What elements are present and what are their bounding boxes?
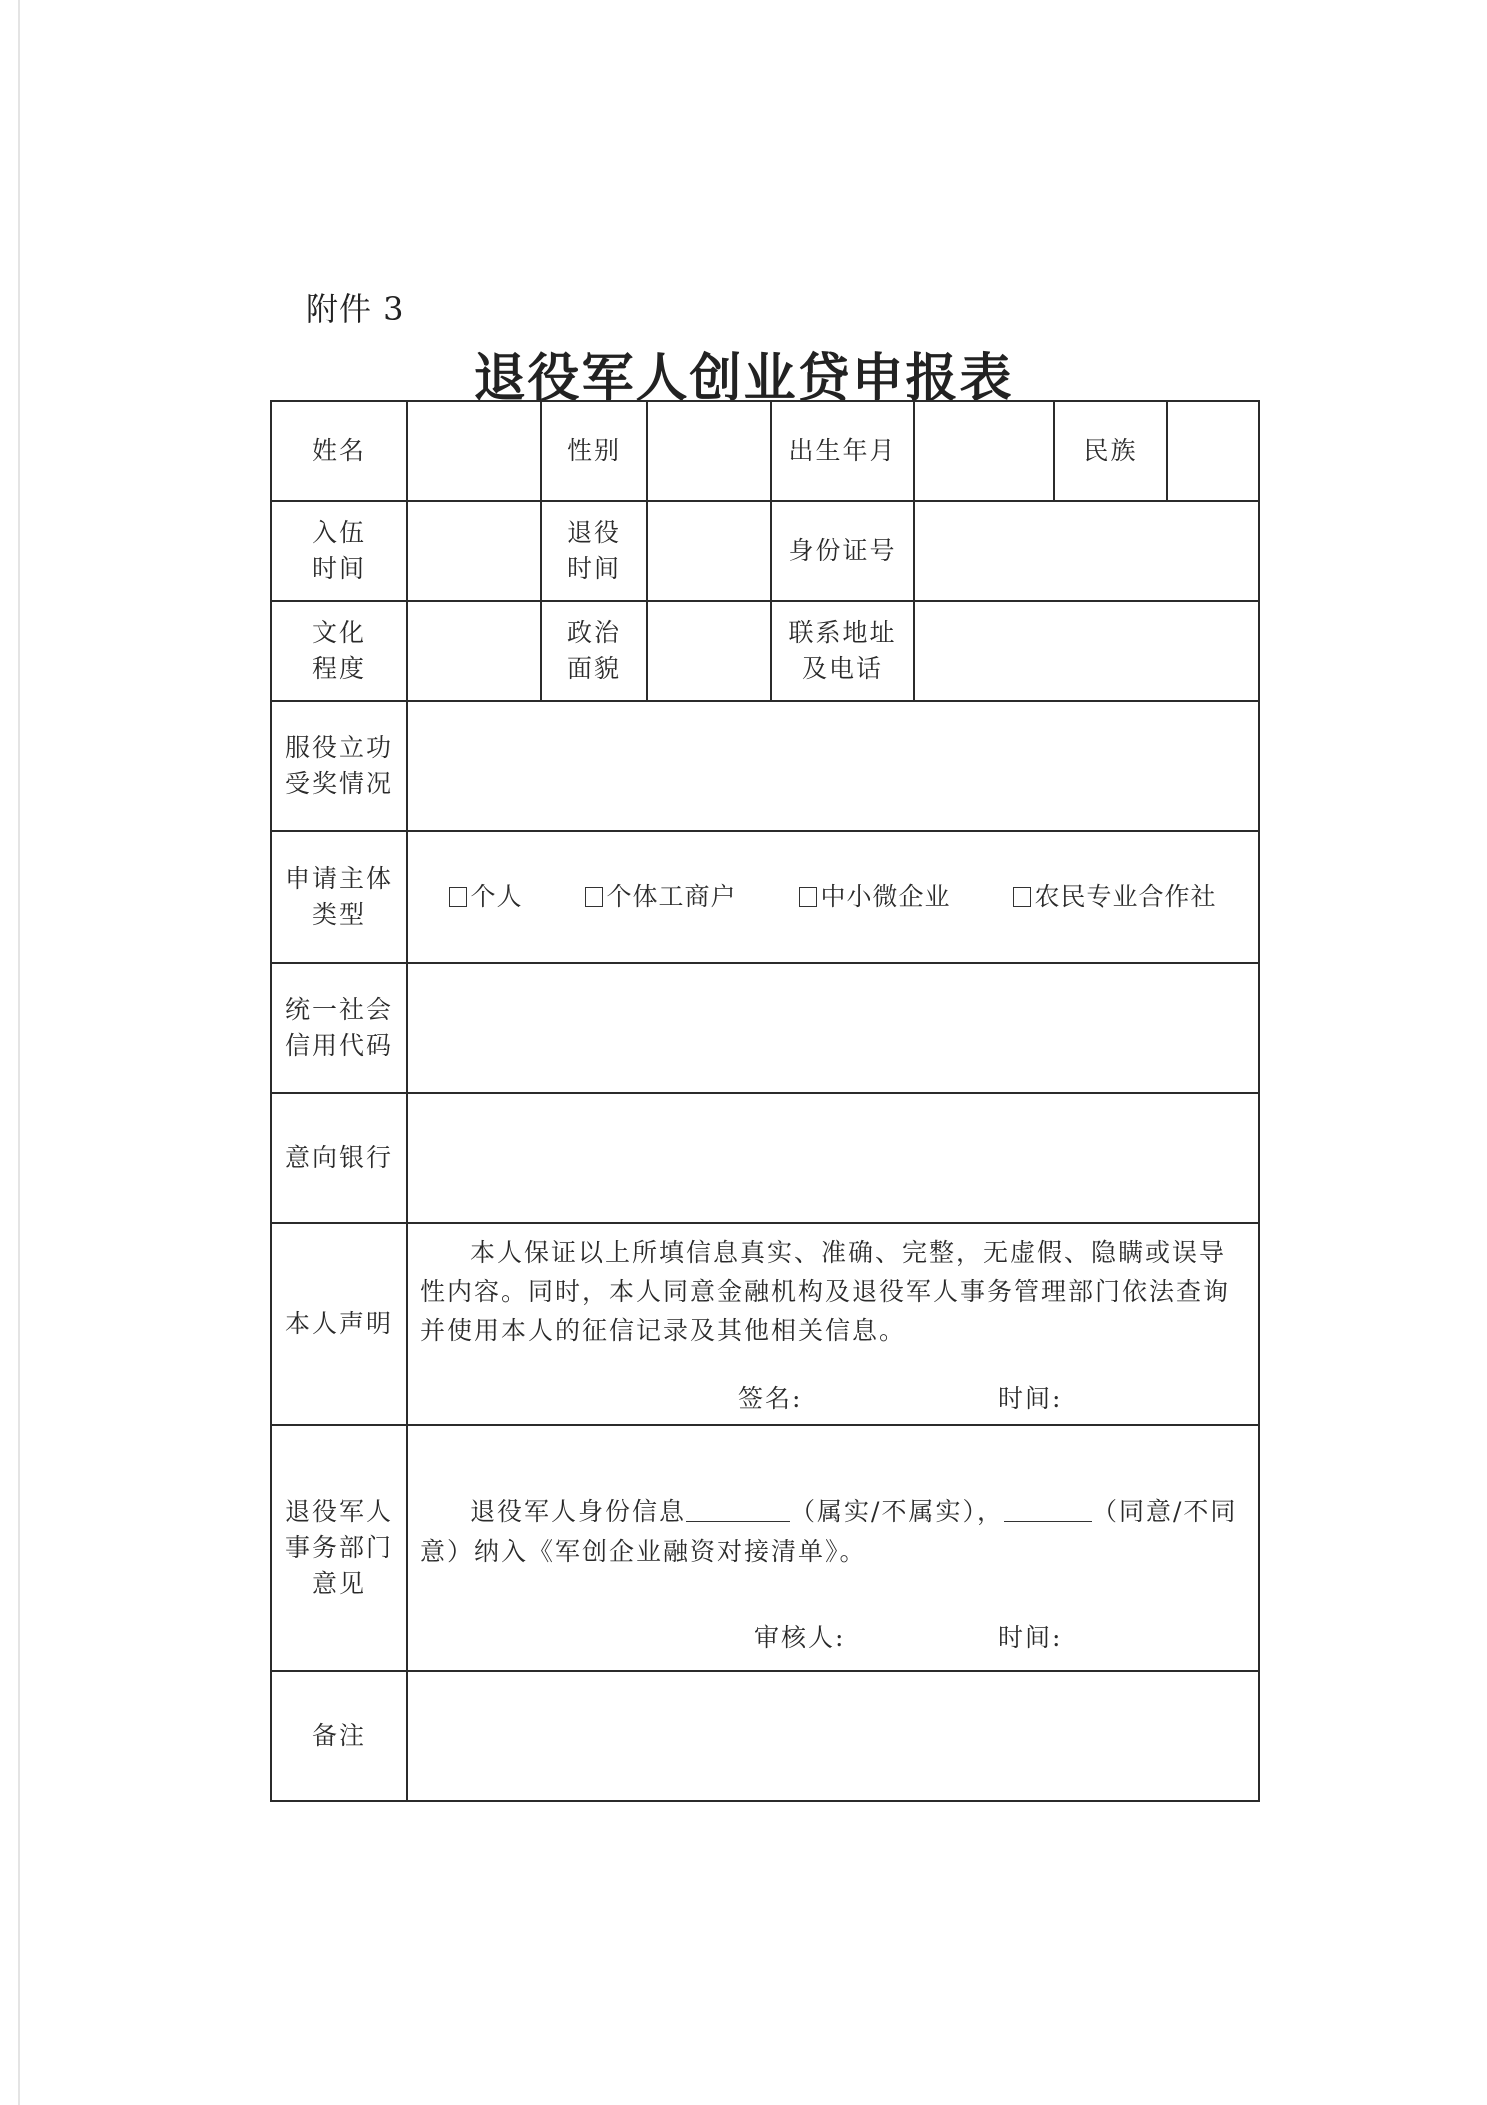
enlist-time-field[interactable]	[407, 501, 541, 601]
contact-field[interactable]	[914, 601, 1259, 701]
row-dept-opinion	[271, 1425, 1259, 1671]
declaration-time-label: 时间:	[998, 1384, 1063, 1413]
row-merit	[271, 701, 1259, 831]
checkbox[interactable]	[585, 887, 603, 907]
political-label: 政治 面貌	[541, 601, 647, 701]
row-basic-2	[271, 501, 1259, 601]
declaration-label: 本人声明	[271, 1223, 407, 1425]
id-number-field[interactable]	[914, 501, 1259, 601]
row-basic-3	[271, 601, 1259, 701]
option-individual-business[interactable]: 个体工商户	[585, 879, 736, 915]
identity-verification-blank[interactable]	[686, 1496, 790, 1522]
name-field[interactable]	[407, 401, 541, 501]
birth-field[interactable]	[914, 401, 1054, 501]
application-form	[270, 400, 1260, 1802]
option-cooperative[interactable]: 农民专业合作社	[1013, 879, 1216, 915]
credit-code-label: 统一社会 信用代码	[271, 963, 407, 1093]
bank-field[interactable]	[407, 1093, 1259, 1223]
id-number-label: 身份证号	[771, 501, 914, 601]
merit-label: 服役立功 受奖情况	[271, 701, 407, 831]
option-sme[interactable]: 中小微企业	[799, 879, 950, 915]
retire-time-label: 退役 时间	[541, 501, 647, 601]
education-field[interactable]	[407, 601, 541, 701]
ethnicity-field[interactable]	[1167, 401, 1259, 501]
option-individual[interactable]: 个人	[449, 879, 522, 915]
reviewer-label: 审核人:	[754, 1623, 846, 1652]
row-declaration	[271, 1223, 1259, 1425]
scan-edge	[18, 0, 20, 2105]
gender-label: 性别	[541, 401, 647, 501]
applicant-type-options	[407, 831, 1259, 963]
declaration-text: 本人保证以上所填信息真实、准确、完整，无虚假、隐瞒或误导性内容。同时，本人同意金融机构及退役军人事务管理部门依法查询并使用本人的征信记录及其他相关信息。	[420, 1238, 1231, 1345]
applicant-type-label: 申请主体 类型	[271, 831, 407, 963]
credit-code-field[interactable]	[407, 963, 1259, 1093]
merit-field[interactable]	[407, 701, 1259, 831]
birth-label: 出生年月	[771, 401, 914, 501]
opinion-time-label: 时间:	[998, 1623, 1063, 1652]
contact-label: 联系地址 及电话	[771, 601, 914, 701]
row-bank	[271, 1093, 1259, 1223]
opinion-text: 退役军人身份信息 （属实/不属实）， （同意/不同意）纳入《军创企业融资对接清单》。	[420, 1497, 1238, 1566]
bank-label: 意向银行	[271, 1093, 407, 1223]
row-basic-1	[271, 401, 1259, 501]
row-remarks	[271, 1671, 1259, 1801]
dept-opinion-label: 退役军人 事务部门 意见	[271, 1425, 407, 1671]
remarks-field[interactable]	[407, 1671, 1259, 1801]
checkbox[interactable]	[1013, 887, 1031, 907]
dept-opinion-cell	[407, 1425, 1259, 1671]
education-label: 文化 程度	[271, 601, 407, 701]
form-title: 退役军人创业贷申报表	[473, 348, 1014, 409]
name-label: 姓名	[271, 401, 407, 501]
gender-field[interactable]	[647, 401, 771, 501]
row-applicant-type	[271, 831, 1259, 963]
approval-blank[interactable]	[1004, 1496, 1092, 1522]
retire-time-field[interactable]	[647, 501, 771, 601]
ethnicity-label: 民族	[1054, 401, 1167, 501]
attachment-label: 附件 3	[306, 290, 405, 328]
political-field[interactable]	[647, 601, 771, 701]
row-credit-code	[271, 963, 1259, 1093]
declaration-cell	[407, 1223, 1259, 1425]
signature-label: 签名:	[738, 1384, 803, 1413]
checkbox[interactable]	[449, 887, 467, 907]
checkbox[interactable]	[799, 887, 817, 907]
enlist-time-label: 入伍 时间	[271, 501, 407, 601]
remarks-label: 备注	[271, 1671, 407, 1801]
